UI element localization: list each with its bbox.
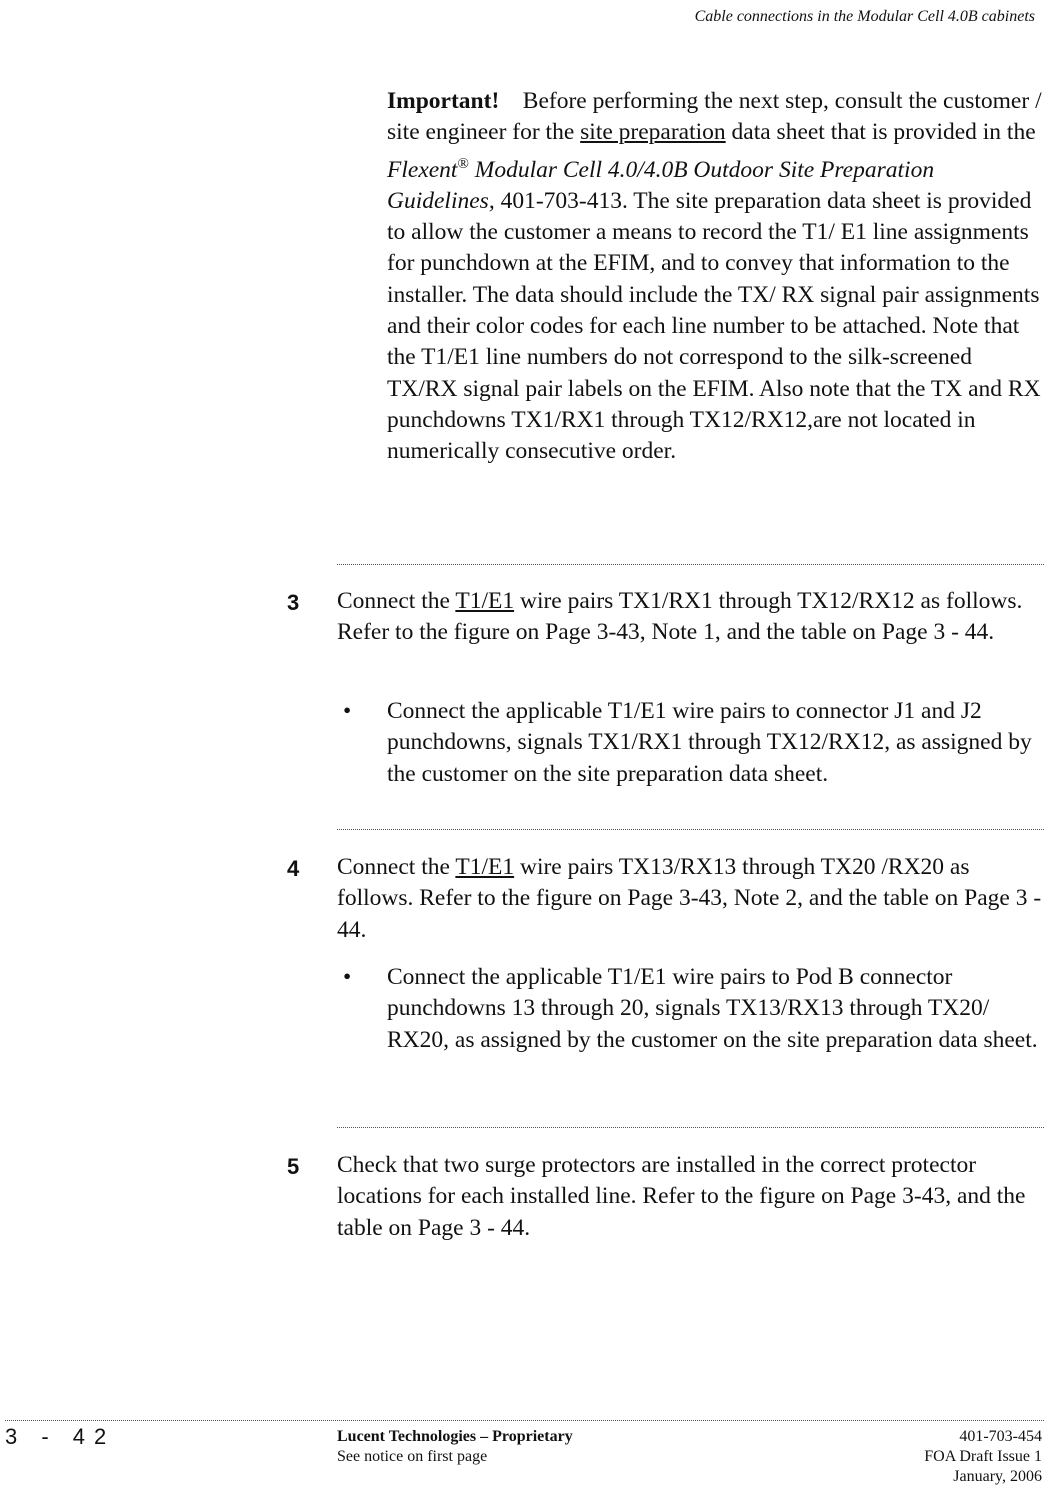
important-text-b: data sheet that is provided in the bbox=[731, 119, 1036, 146]
bullet-symbol: • bbox=[343, 698, 352, 724]
footer-proprietary bbox=[337, 1427, 573, 1467]
important-italic-b: Modular Cell 4.0/4.0B Outdoor Site Preparation Guidelines, bbox=[387, 156, 935, 214]
footer-doc-number: 401-703-454 bbox=[959, 1428, 1042, 1445]
step-5-number: 5 bbox=[287, 1154, 300, 1179]
footer-notice: See notice on first page bbox=[337, 1448, 488, 1465]
step-3-post: wire pairs TX1/RX1 through TX12/RX12 as follows. Refer to the figure on Page 3-43, Note 1, and the table on Page 3 - 44. bbox=[337, 588, 1023, 646]
step-divider bbox=[337, 829, 1044, 830]
step-3-t1e1-link[interactable]: T1/E1 bbox=[455, 588, 515, 614]
footer-divider bbox=[5, 1420, 1044, 1421]
important-italic-a: Flexent bbox=[387, 156, 458, 183]
important-label: Important! bbox=[387, 88, 500, 114]
step-3-text bbox=[337, 586, 1047, 649]
important-note bbox=[387, 86, 1042, 467]
footer-date: January, 2006 bbox=[953, 1468, 1042, 1485]
footer-issue: FOA Draft Issue 1 bbox=[924, 1448, 1042, 1465]
step-4-text bbox=[337, 852, 1047, 946]
registered-mark: ® bbox=[457, 155, 469, 172]
step-divider bbox=[337, 564, 1044, 565]
footer-company: Lucent Technologies – Proprietary bbox=[337, 1428, 573, 1445]
page-number: 3 - 42 bbox=[5, 1424, 116, 1449]
step-4-bullet: Connect the applicable T1/E1 wire pairs to Pod B connector punchdowns 13 through 20, signals TX13/RX13 through TX20/ RX20, as assigned by the customer on the site preparation data sheet. bbox=[387, 964, 1038, 1053]
important-text-c: 401-703-413. The site preparation data sheet is provided to allow the customer a means to record the T1/ E1 line assignments for punchdown at the EFIM, and to convey that information to the installer. The data should include the TX/ RX signal pair assignments and their color codes for each line number to be attached. Note that the T1/E1 line numbers do not correspond to the silk-screened TX/RX signal pair labels on the EFIM. Also note that the TX and RX punchdowns TX1/RX1 through TX12/RX12,are not located in numerically consecutive order. bbox=[387, 187, 1041, 465]
step-5-text: Check that two surge protectors are installed in the correct protector locations for each installed line. Refer to the figure on Page 3-43, and the table on Page 3 - 44. bbox=[337, 1152, 1026, 1241]
step-4-post: wire pairs TX13/RX13 through TX20 /RX20 as follows. Refer to the figure on Page 3-43, Note 2, and the table on Page 3 - 44. bbox=[337, 854, 1042, 943]
site-preparation-link[interactable]: site preparation bbox=[580, 119, 726, 146]
step-3-bullet: Connect the applicable T1/E1 wire pairs to connector J1 and J2 punchdowns, signals TX1/RX1 through TX12/RX12, as assigned by the customer on the site preparation data sheet. bbox=[387, 698, 1032, 787]
important-text-a: Before performing the next step, consult the customer / site engineer for the bbox=[387, 88, 1042, 146]
step-3-pre: Connect the bbox=[337, 588, 450, 614]
running-header-title: Cable connections in the Modular Cell 4.0B cabinets bbox=[694, 8, 1035, 25]
step-divider bbox=[337, 1127, 1044, 1128]
step-3-number: 3 bbox=[287, 590, 300, 615]
bullet-symbol: • bbox=[343, 964, 352, 990]
footer-doc-info bbox=[924, 1427, 1042, 1487]
step-4-pre: Connect the bbox=[337, 854, 450, 880]
step-4-number: 4 bbox=[287, 856, 300, 881]
step-4-t1e1-link[interactable]: T1/E1 bbox=[455, 854, 515, 880]
